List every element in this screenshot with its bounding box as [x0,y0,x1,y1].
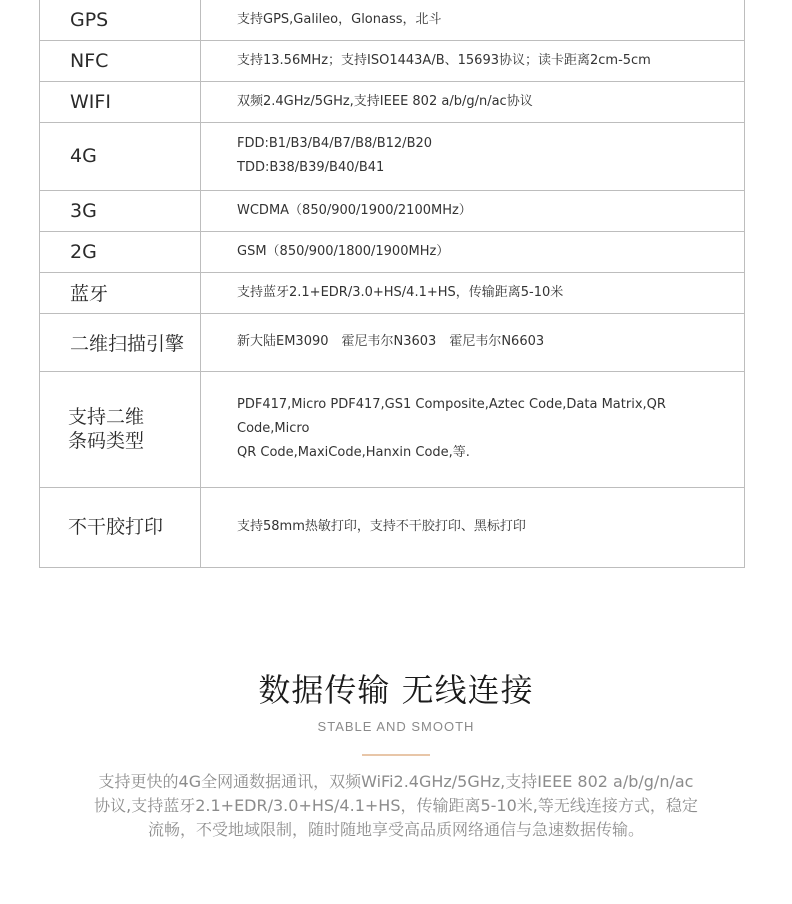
description-line: 支持更快的4G全网通数据通讯，双频WiFi2.4GHz/5GHz,支持IEEE 802 a/b/g/n/ac [98,772,694,791]
spec-label: 4G [40,122,201,190]
spec-label-line: 条码类型 [68,430,145,452]
description-line: 流畅，不受地域限制，随时随地享受高品质网络通信与急速数据传输。 [147,820,644,839]
spec-row-printing [40,487,745,567]
spec-value: 新大陆EM3090 霍尼韦尔N3603 霍尼韦尔N6603 [201,313,745,371]
spec-label: WIFI [40,81,201,122]
spec-label: NFC [40,40,201,81]
section-description [80,770,712,842]
section-title: 数据传输 无线连接 [258,671,534,709]
spec-label [40,371,201,487]
spec-value [201,371,745,487]
spec-value: 支持蓝牙2.1+EDR/3.0+HS/4.1+HS，传输距离5-10米 [201,272,745,313]
spec-value: GSM（850/900/1800/1900MHz） [201,231,745,272]
spec-value [201,122,745,190]
spec-value: 双频2.4GHz/5GHz,支持IEEE 802 a/b/g/n/ac协议 [201,81,745,122]
spec-row-4g [40,122,745,190]
description-line: 协议,支持蓝牙2.1+EDR/3.0+HS/4.1+HS，传输距离5-10米,等无线连接方式，稳定 [94,796,698,815]
spec-row-barcode-types [40,371,745,487]
spec-row-3g [40,190,745,231]
spec-label: 2G [40,231,201,272]
spec-value: 支持13.56MHz；支持ISO1443A/B、15693协议；读卡距离2cm-5cm [201,40,745,81]
spec-value: 支持GPS,Galileo，Glonass，北斗 [201,0,745,40]
spec-value-line: PDF417,Micro PDF417,GS1 Composite,Aztec Code,Data Matrix,QR Code,Micro [237,397,666,436]
spec-label: 不干胶打印 [40,487,201,567]
spec-row-gps [40,0,745,40]
spec-row-wifi [40,81,745,122]
spec-label: GPS [40,0,201,40]
spec-row-nfc [40,40,745,81]
spec-table [39,0,745,568]
spec-label-line: 支持二维 [68,406,145,428]
spec-value: WCDMA（850/900/1900/2100MHz） [201,190,745,231]
spec-value: 支持58mm热敏打印，支持不干胶打印、黑标打印 [201,487,745,567]
spec-row-scanner [40,313,745,371]
spec-label: 蓝牙 [40,272,201,313]
spec-label: 二维扫描引擎 [40,313,201,371]
spec-row-2g [40,231,745,272]
section-subtitle: STABLE AND SMOOTH [317,719,475,734]
spec-label: 3G [40,190,201,231]
spec-value-line: QR Code,MaxiCode,Hanxin Code,等. [237,445,470,460]
spec-row-bluetooth [40,272,745,313]
section-header [0,665,792,756]
spec-value-line: TDD:B38/B39/B40/B41 [237,160,385,175]
section-divider [362,754,430,756]
spec-value-line: FDD:B1/B3/B4/B7/B8/B12/B20 [237,136,433,151]
